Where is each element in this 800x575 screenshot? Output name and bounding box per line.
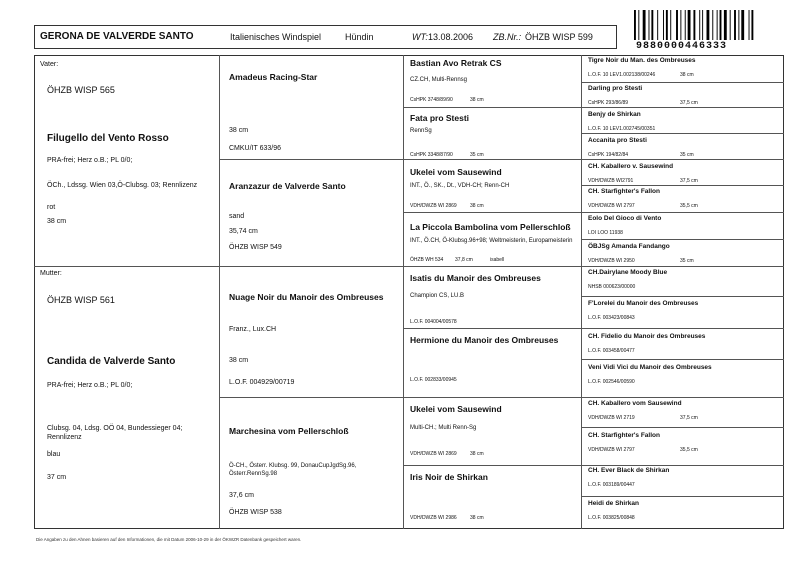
gen4-name: CH.Dairylane Moody Blue — [588, 269, 668, 276]
g3-g-reg: VDH/DWZB WI 2869 — [410, 451, 457, 457]
sex: Hündin — [345, 32, 374, 42]
dog-name: GERONA DE VALVERDE SANTO — [40, 31, 194, 42]
divider — [581, 133, 784, 134]
divider — [581, 82, 784, 83]
gen4-name: F'Lorelei du Manoir des Ombreuses — [588, 300, 699, 307]
divider — [581, 328, 784, 329]
vater-name: Filugello del Vento Rosso — [47, 133, 169, 144]
barcode — [632, 10, 792, 40]
mutter-size: 37 cm — [47, 474, 67, 481]
g3-a-titles: CZ.CH, Multi-Rennsg — [410, 77, 468, 83]
divider — [581, 496, 784, 497]
gen4-name: CH. Starfighter's Fallon — [588, 432, 660, 439]
g3-h-name: Iris Noir de Shirkan — [410, 472, 488, 482]
grandsire-paternal-reg: CMKU/IT 633/96 — [229, 145, 282, 152]
grandsire-paternal-name: Amadeus Racing-Star — [229, 72, 318, 82]
gen4-reg: CsHPK 194/82/84 — [588, 152, 629, 158]
grandsire-paternal-size: 38 cm — [229, 127, 249, 134]
gen4-size: 35 cm — [680, 258, 694, 264]
g3-a-reg: CsHPK 3748/89/90 — [410, 97, 453, 103]
vater-health: PRA-frei; Herz o.B.; PL 0/0; — [47, 157, 133, 164]
divider — [34, 266, 784, 267]
pedigree-table — [34, 55, 784, 529]
divider — [403, 107, 581, 108]
gen4-name: Heidi de Shirkan — [588, 500, 639, 507]
g3-b-titles: RennSg — [410, 128, 432, 134]
gen4-name: CH. Fidelio du Manoir des Ombreuses — [588, 333, 706, 340]
granddam-maternal-reg: ÖHZB WISP 538 — [229, 509, 282, 516]
gen4-name: Tigre Noir du Man. des Ombreuses — [588, 57, 696, 64]
g3-e-reg: L.O.F. 004004/00578 — [410, 319, 457, 325]
divider — [581, 212, 784, 213]
mutter-name: Candida de Valverde Santo — [47, 356, 176, 367]
vater-zb: ÖHZB WISP 565 — [47, 85, 115, 95]
vater-color: rot — [47, 204, 56, 211]
gen4-size: 35,5 cm — [680, 203, 698, 209]
divider — [581, 397, 784, 398]
gen4-reg: VDH/DWZB WI2791 — [588, 178, 634, 184]
mutter-color: blau — [47, 451, 61, 458]
divider — [581, 239, 784, 240]
gen4-name: CH. Kaballero v. Sausewind — [588, 163, 674, 170]
mutter-titles: Clubsg. 04, Ldsg. OÖ 04, Bundessieger 04; Rennlizenz — [47, 425, 183, 441]
granddam-paternal-reg: ÖHZB WISP 549 — [229, 244, 282, 251]
breed: Italienisches Windspiel — [230, 32, 322, 42]
vater-titles: ÖCh., Ldssg. Wien 03,Ö-Clubsg. 03; Rennlizenz — [47, 182, 198, 189]
g3-d-reg: ÖHZB WH 534 — [410, 257, 444, 263]
granddam-maternal-size: 37,6 cm — [229, 492, 254, 499]
gen4-size: 37,5 cm — [680, 100, 698, 106]
gen4-reg: VDH/DWZB WI 2797 — [588, 447, 635, 453]
g3-g-name: Ukelei vom Sausewind — [410, 404, 502, 414]
mutter-label: Mutter: — [40, 270, 62, 277]
divider — [581, 465, 784, 466]
gen4-size: 35,5 cm — [680, 447, 698, 453]
gen4-reg: VDH/DWZB WI 2797 — [588, 203, 635, 209]
g3-h-size: 38 cm — [470, 515, 484, 521]
gen4-name: Benjy de Shirkan — [588, 111, 641, 118]
divider — [581, 55, 582, 529]
gen4-name: Eolo Del Gioco di Vento — [588, 215, 662, 222]
g3-a-size: 38 cm — [470, 97, 484, 103]
g3-c-name: Ukelei vom Sausewind — [410, 167, 502, 177]
gen4-reg: L.O.F. 10 LEV1.002745/00351 — [588, 126, 656, 132]
g3-e-titles: Champion CS, LU.B — [410, 293, 465, 299]
footer-note: Die Angaben zu den Ahnen basieren auf den Informationen, die mit Datum 2006-10-29 in der ÖKWZR Datenbank gespeichert waren. — [36, 537, 302, 542]
gen4-size: 37,5 cm — [680, 415, 698, 421]
gen4-name: Accanita pro Stesti — [588, 137, 647, 144]
g3-b-name: Fata pro Stesti — [410, 113, 470, 123]
divider — [219, 397, 403, 398]
gen4-name: CH. Kaballero vom Sausewind — [588, 400, 682, 407]
granddam-maternal-name: Marchesina vom Pellerschloß — [229, 426, 349, 436]
granddam-paternal-color: sand — [229, 213, 245, 220]
gen4-reg: LOI LOO 11938 — [588, 230, 623, 236]
gen4-reg: L.O.F. 002546/00590 — [588, 379, 635, 385]
gen4-name: Darling pro Stesti — [588, 85, 643, 92]
divider — [403, 465, 581, 466]
divider — [581, 427, 784, 428]
gen4-size: 37,5 cm — [680, 178, 698, 184]
gen4-reg: NHSB 000623/00000 — [588, 284, 636, 290]
grandsire-maternal-titles: Franz., Lux.CH — [229, 326, 277, 333]
gen4-reg: VDH/DWZB WI 2719 — [588, 415, 635, 421]
grandsire-maternal-reg: L.O.F. 004929/00719 — [229, 379, 295, 386]
vater-size: 38 cm — [47, 218, 67, 225]
divider — [581, 296, 784, 297]
gen4-reg: L.O.F. 003825/00848 — [588, 515, 635, 521]
divider — [581, 159, 784, 160]
g3-d-name: La Piccola Bambolina vom Pellerschloß — [410, 222, 571, 232]
gen4-reg: CsHPK 293/86/89 — [588, 100, 629, 106]
divider — [581, 107, 784, 108]
grandsire-maternal-size: 38 cm — [229, 357, 249, 364]
divider — [581, 359, 784, 360]
zb-value: ÖHZB WISP 599 — [525, 32, 593, 42]
g3-d-color: isabell — [490, 257, 505, 263]
gen4-name: Veni Vidi Vici du Manoir des Ombreuses — [588, 364, 712, 371]
divider — [219, 55, 220, 529]
gen4-name: CH. Starfighter's Fallon — [588, 188, 660, 195]
vater-label: Vater: — [40, 61, 59, 68]
g3-g-size: 38 cm — [470, 451, 484, 457]
divider — [403, 212, 581, 213]
mutter-zb: ÖHZB WISP 561 — [47, 295, 115, 305]
gen4-reg: L.O.F. 003458/00477 — [588, 348, 635, 354]
divider — [219, 159, 403, 160]
g3-h-reg: VDH/DWZB WI 2986 — [410, 515, 457, 521]
g3-b-reg: CsHPK 3348/87/90 — [410, 152, 453, 158]
gen4-name: CH. Ever Black de Shirkan — [588, 467, 670, 474]
g3-c-titles: INT., Ö., SK., Dt., VDH-CH; Renn-CH — [410, 183, 510, 189]
divider — [403, 328, 581, 329]
gen4-size: 38 cm — [680, 72, 694, 78]
granddam-paternal-name: Aranzazur de Valverde Santo — [229, 181, 346, 191]
barcode-number: 9880000446333 — [636, 41, 728, 52]
g3-a-name: Bastian Avo Retrak CS — [410, 58, 502, 68]
granddam-maternal-titles: Ö-CH., Österr. Klubsg. 99, DonauCupJgdSg.96, Österr.RennSg.98 — [229, 463, 357, 477]
gen4-reg: VDH/DWZB WI 2950 — [588, 258, 635, 264]
wt-label: WT: — [412, 32, 428, 42]
gen4-size: 35 cm — [680, 152, 694, 158]
gen4-reg: L.O.F. 10 LEV1.002138/00246 — [588, 72, 656, 78]
g3-f-name: Hermione du Manoir des Ombreuses — [410, 335, 559, 345]
zb-label: ZB.Nr.: — [493, 32, 522, 42]
g3-d-size: 37,8 cm — [455, 257, 473, 263]
g3-b-size: 35 cm — [470, 152, 484, 158]
gen4-reg: L.O.F. 003423/00843 — [588, 315, 635, 321]
divider — [403, 397, 581, 398]
g3-c-reg: VDH/DWZB WI 2869 — [410, 203, 457, 209]
gen4-name: ÖBJSg Amanda Fandango — [588, 243, 670, 250]
divider — [403, 55, 404, 529]
granddam-paternal-size: 35,74 cm — [229, 228, 258, 235]
g3-c-size: 38 cm — [470, 203, 484, 209]
gen4-reg: L.O.F. 003189/00447 — [588, 482, 635, 488]
grandsire-maternal-name: Nuage Noir du Manoir des Ombreuses — [229, 292, 384, 302]
divider — [403, 159, 581, 160]
g3-d-titles: INT., Ö.CH, Ö-Klubsg.96+98; Weltmeisterin, Europameisterin — [410, 238, 573, 244]
g3-g-titles: Multi-CH.; Multi Renn-Sg — [410, 425, 477, 431]
g3-e-name: Isatis du Manoir des Ombreuses — [410, 273, 541, 283]
wt-date: 13.08.2006 — [428, 32, 474, 42]
g3-f-reg: L.O.F. 002833/00945 — [410, 377, 457, 383]
divider — [581, 185, 784, 186]
mutter-health: PRA-frei; Herz o.B.; PL 0/0; — [47, 382, 133, 389]
